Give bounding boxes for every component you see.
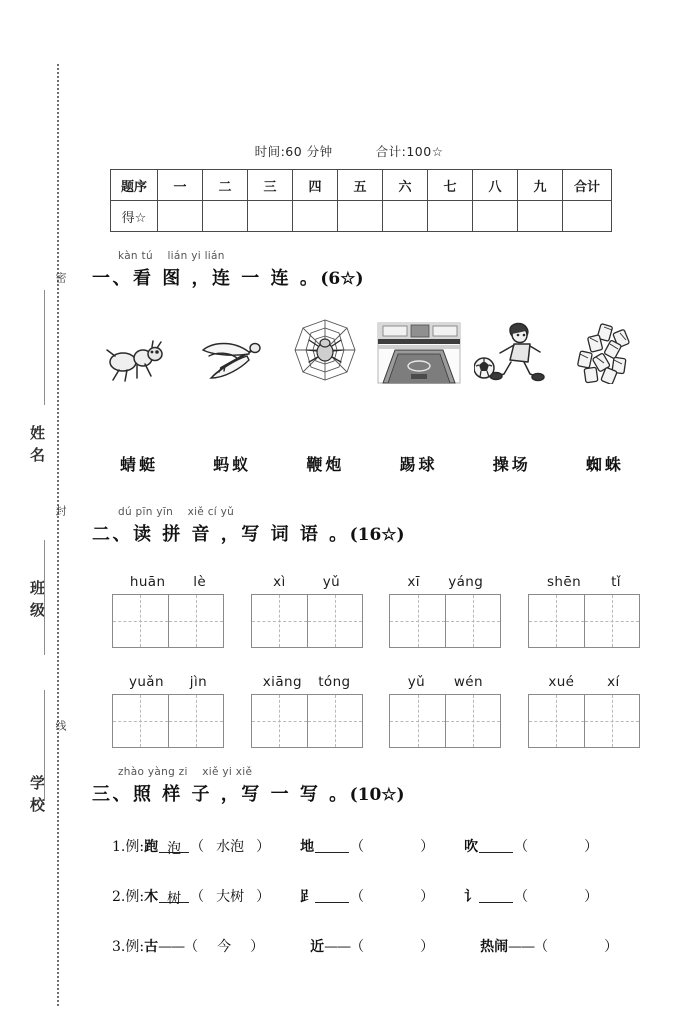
- item-example-label: 例:: [125, 939, 145, 955]
- tianzige-cell[interactable]: [113, 595, 168, 647]
- tianzige-cell[interactable]: [445, 695, 500, 747]
- pinyin-grid-row-2: [112, 674, 640, 748]
- item-index: 3.: [112, 939, 126, 955]
- boy-kicking-ball-icon: [474, 318, 550, 384]
- section-one-heading: [92, 250, 364, 290]
- score-cell-6[interactable]: [383, 201, 428, 232]
- tianzige-cell[interactable]: [252, 695, 307, 747]
- picture-playground[interactable]: [376, 312, 462, 384]
- pinyin-syllable: jìn: [189, 674, 208, 690]
- score-cell-9[interactable]: [518, 201, 563, 232]
- pinyin-syllable: yǔ: [407, 674, 426, 690]
- pinyin-syllable: yáng: [448, 574, 484, 590]
- firecrackers-icon: [571, 322, 639, 384]
- tianzige-shenti[interactable]: [528, 594, 640, 648]
- tianzige-cell[interactable]: [168, 695, 223, 747]
- item-example-label: 例:: [125, 889, 145, 905]
- score-col-8: 八: [473, 170, 518, 201]
- score-table: [110, 169, 612, 232]
- exercise-three-item-1: 1.例:跑 泡 （ 水泡 ） 地 （ ） 吹 （ ）: [112, 836, 678, 856]
- tianzige-cell[interactable]: [584, 695, 639, 747]
- item-example-dash: ——: [158, 939, 185, 955]
- item-example-base: 古: [144, 939, 159, 955]
- picture-row: [96, 312, 648, 384]
- pinyin-label-shenti: [528, 574, 640, 594]
- tianzige-cell[interactable]: [113, 695, 168, 747]
- seal-char-feng: 封: [54, 505, 67, 517]
- score-cell-2[interactable]: [203, 201, 248, 232]
- tianzige-cell[interactable]: [168, 595, 223, 647]
- pinyin-grid-item-7: [389, 674, 501, 748]
- item-example-base: 木: [144, 889, 159, 905]
- word-option-3[interactable]: 鞭炮: [306, 455, 345, 474]
- item-index: 2.: [112, 889, 126, 905]
- tianzige-xiyang[interactable]: [389, 594, 501, 648]
- pinyin-syllable: yǔ: [322, 574, 341, 590]
- item-blank-base-1: 近: [310, 939, 325, 955]
- pinyin-grid-row-1: [112, 574, 640, 648]
- pinyin-syllable: huān: [129, 574, 166, 590]
- field-rule-name[interactable]: [44, 290, 45, 405]
- pinyin-grid-item-4: [528, 574, 640, 648]
- word-option-6[interactable]: 蜘蛛: [585, 455, 624, 474]
- item-blank-base-2: 热闹: [480, 939, 509, 955]
- pinyin-syllable: shēn: [546, 574, 582, 590]
- exam-meta: [0, 142, 698, 160]
- table-row-score: [111, 201, 612, 232]
- exam-total-label: 合计:100☆: [375, 144, 444, 159]
- section-two-heading: [92, 506, 405, 546]
- field-label-name: 姓名: [28, 425, 46, 469]
- score-table-score-label: 得☆: [111, 201, 158, 232]
- section-one-title-text: 一、看 图 ，连 一 连 。: [92, 268, 321, 289]
- item-example-paren: 今: [217, 939, 232, 955]
- tianzige-cell[interactable]: [529, 595, 584, 647]
- picture-dragonfly[interactable]: [189, 312, 275, 384]
- pinyin-syllable: lè: [193, 574, 207, 590]
- score-col-9: 九: [518, 170, 563, 201]
- score-cell-5[interactable]: [338, 201, 383, 232]
- pinyin-label-xiyu: [251, 574, 363, 594]
- item-example-base: 跑: [144, 839, 159, 855]
- pinyin-grid-item-8: [528, 674, 640, 748]
- pinyin-label-xiangtong: [251, 674, 363, 694]
- score-col-7: 七: [428, 170, 473, 201]
- word-option-2[interactable]: 蚂蚁: [213, 455, 252, 474]
- section-three-pinyin: zhào yàng zi xiě yi xiě: [118, 766, 253, 778]
- seal-char-mi: 密: [54, 272, 67, 284]
- score-col-2: 二: [203, 170, 248, 201]
- table-row-header: [111, 170, 612, 201]
- item-blank-line-1[interactable]: [315, 838, 349, 853]
- pinyin-grid-item-5: [112, 674, 224, 748]
- field-label-school: 学校: [28, 775, 46, 819]
- tianzige-yuwen[interactable]: [389, 694, 501, 748]
- item-index: 1.: [112, 839, 126, 855]
- tianzige-cell[interactable]: [252, 595, 307, 647]
- score-cell-8[interactable]: [473, 201, 518, 232]
- item-blank-line-1[interactable]: [315, 888, 349, 903]
- dragonfly-icon: [193, 338, 271, 384]
- item-blank-base-2: 吹: [464, 839, 479, 855]
- field-label-class: 班级: [28, 580, 46, 624]
- section-one-title: [92, 264, 364, 290]
- pinyin-label-xiyang: [389, 574, 501, 594]
- section-two-pinyin: dú pīn yīn xiě cí yǔ: [118, 506, 235, 518]
- score-cell-7[interactable]: [428, 201, 473, 232]
- score-col-1: 一: [158, 170, 203, 201]
- pinyin-label-huanle: [112, 574, 224, 594]
- picture-spider-web[interactable]: [282, 312, 368, 384]
- score-table-row-label: 题序: [111, 170, 158, 201]
- item-blank-line-2[interactable]: [479, 838, 513, 853]
- section-two-score: (16☆): [349, 525, 405, 545]
- pinyin-syllable: xí: [607, 674, 620, 690]
- pinyin-syllable: xué: [548, 674, 575, 690]
- score-col-5: 五: [338, 170, 383, 201]
- tianzige-huanle[interactable]: [112, 594, 224, 648]
- item-example-paren: 水泡: [216, 839, 245, 855]
- pinyin-label-yuanjin: [112, 674, 224, 694]
- section-one-pinyin: kàn tú lián yi lián: [118, 250, 225, 262]
- section-three-score: (10☆): [349, 785, 405, 805]
- pinyin-syllable: yuǎn: [128, 674, 164, 690]
- seal-char-xian: 线: [54, 720, 67, 732]
- exam-time-label: 时间:60 分钟: [254, 144, 333, 159]
- item-blank-line-2[interactable]: [479, 888, 513, 903]
- score-cell-3[interactable]: [248, 201, 293, 232]
- item-blank-base-2: 讠: [464, 889, 479, 905]
- item-example-answer: 树: [159, 888, 189, 903]
- playground-icon: [377, 322, 461, 384]
- pinyin-syllable: xiāng: [262, 674, 302, 690]
- exercise-three-item-3: 3.例:古——（ 今 ） 近——（ ） 热闹——（ ）: [112, 936, 678, 956]
- section-three-title: [92, 780, 405, 806]
- picture-ant[interactable]: [96, 312, 182, 384]
- word-option-4[interactable]: 踢球: [399, 455, 438, 474]
- tianzige-xuexi[interactable]: [528, 694, 640, 748]
- word-option-1[interactable]: 蜻蜓: [119, 455, 158, 474]
- pinyin-label-xuexi: [528, 674, 640, 694]
- tianzige-xiangtong[interactable]: [251, 694, 363, 748]
- tianzige-cell[interactable]: [584, 595, 639, 647]
- item-example-label: 例:: [125, 839, 145, 855]
- score-col-total: 合计: [563, 170, 612, 201]
- field-rule-class[interactable]: [44, 540, 45, 655]
- section-three-title-text: 三、照 样 子 ，写 一 写 。: [92, 784, 350, 805]
- pinyin-grid-item-1: [112, 574, 224, 648]
- tianzige-cell[interactable]: [390, 695, 445, 747]
- section-two-title: [92, 520, 405, 546]
- pinyin-grid-item-2: [251, 574, 363, 648]
- item-example-answer: 泡: [159, 838, 189, 853]
- picture-boy-kicking-ball[interactable]: [469, 312, 555, 384]
- spider-web-icon: [289, 316, 361, 384]
- pinyin-label-yuwen: [389, 674, 501, 694]
- section-one-score: (6☆): [320, 269, 364, 289]
- word-option-5[interactable]: 操场: [492, 455, 531, 474]
- pinyin-grid-item-6: [251, 674, 363, 748]
- word-row: [96, 452, 648, 475]
- item-dash-1: ——: [324, 939, 351, 955]
- score-col-6: 六: [383, 170, 428, 201]
- seal-dotted-line: [57, 64, 59, 1006]
- pinyin-syllable: xī: [407, 574, 420, 590]
- pinyin-syllable: tǐ: [611, 574, 621, 590]
- picture-firecrackers[interactable]: [562, 312, 648, 384]
- score-cell-total[interactable]: [563, 201, 612, 232]
- tianzige-xiyu[interactable]: [251, 594, 363, 648]
- tianzige-cell[interactable]: [390, 595, 445, 647]
- section-three-heading: [92, 766, 405, 806]
- item-dash-2: ——: [508, 939, 535, 955]
- pinyin-grid-item-3: [389, 574, 501, 648]
- exercise-three-item-2: 2.例:木 树 （ 大树 ） 𧾷 （ ） 讠 （ ）: [112, 886, 678, 906]
- tianzige-cell[interactable]: [307, 695, 362, 747]
- tianzige-yuanjin[interactable]: [112, 694, 224, 748]
- section-two-title-text: 二、读 拼 音 ，写 词 语 。: [92, 524, 350, 545]
- ant-icon: [103, 338, 175, 384]
- score-cell-1[interactable]: [158, 201, 203, 232]
- score-col-3: 三: [248, 170, 293, 201]
- item-blank-base-1: 𧾷: [300, 889, 315, 905]
- item-example-paren: 大树: [216, 889, 245, 905]
- tianzige-cell[interactable]: [445, 595, 500, 647]
- pinyin-syllable: xì: [273, 574, 286, 590]
- field-rule-school[interactable]: [44, 690, 45, 800]
- pinyin-syllable: tóng: [318, 674, 351, 690]
- pinyin-syllable: wén: [453, 674, 483, 690]
- score-col-4: 四: [293, 170, 338, 201]
- score-cell-4[interactable]: [293, 201, 338, 232]
- tianzige-cell[interactable]: [307, 595, 362, 647]
- item-blank-base-1: 地: [300, 839, 315, 855]
- tianzige-cell[interactable]: [529, 695, 584, 747]
